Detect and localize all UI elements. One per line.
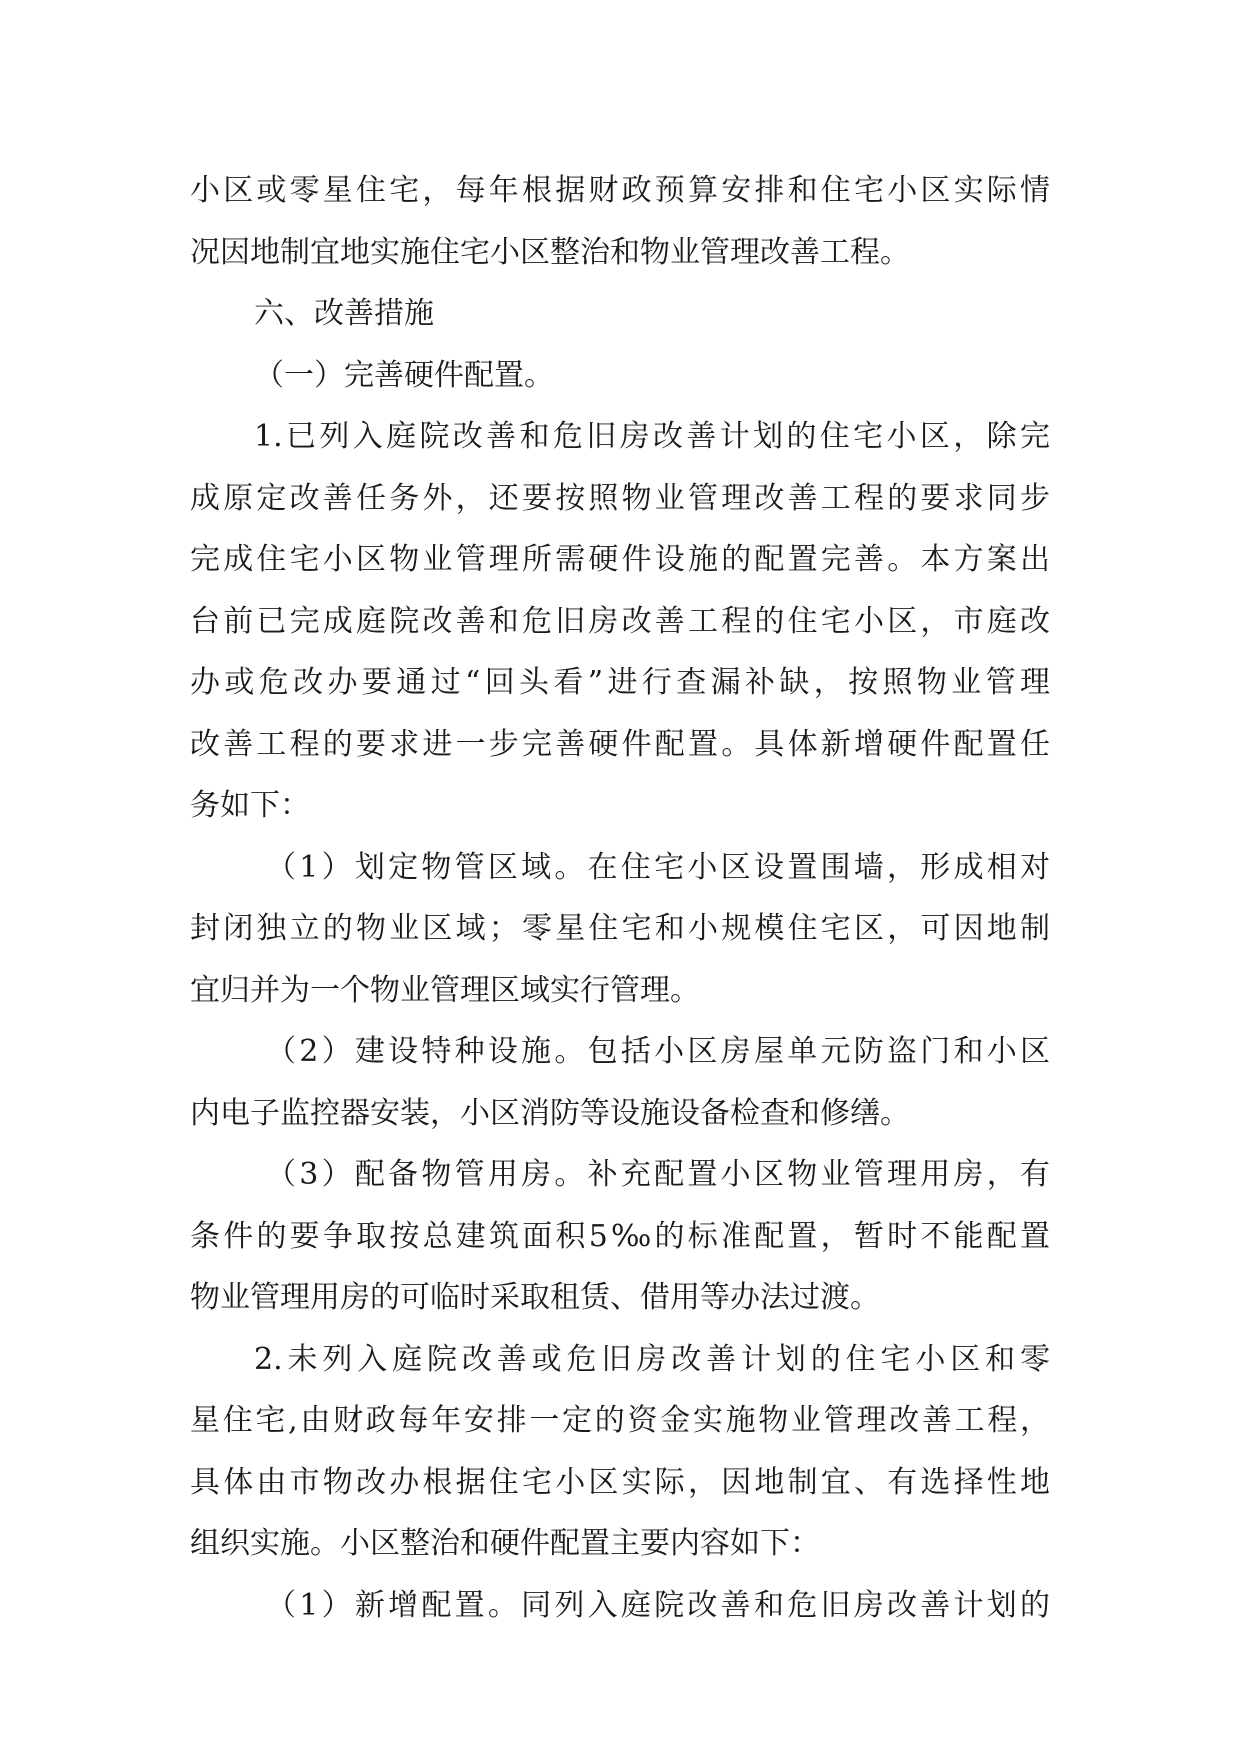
text-line: 务如下：: [190, 788, 310, 823]
text-line: 1.已列入庭院改善和危旧房改善计划的住宅小区，除完: [254, 419, 1050, 454]
text-line: 组织实施。小区整治和硬件配置主要内容如下：: [190, 1526, 820, 1561]
text-line: 封闭独立的物业区域；零星住宅和小规模住宅区，可因地制: [190, 911, 1050, 946]
text-line: 星住宅,由财政每年安排一定的资金实施物业管理改善工程，: [190, 1403, 1050, 1438]
subsection-heading: （一）完善硬件配置。: [254, 357, 554, 393]
section-heading: 六、改善措施: [254, 296, 434, 331]
text-line: 况因地制宜地实施住宅小区整治和物业管理改善工程。: [190, 234, 910, 270]
text-line: 办或危改办要通过“回头看”进行查漏补缺，按照物业管理: [190, 665, 1050, 700]
text-line: 小区或零星住宅，每年根据财政预算安排和住宅小区实际情: [190, 173, 1050, 208]
text-line: 2.未列入庭院改善或危旧房改善计划的住宅小区和零: [254, 1341, 1050, 1377]
text-line: （2）建设特种设施。包括小区房屋单元防盗门和小区: [266, 1034, 1050, 1069]
text-line: （1）新增配置。同列入庭院改善和危旧房改善计划的: [266, 1587, 1050, 1623]
text-line: 成原定改善任务外，还要按照物业管理改善工程的要求同步: [190, 480, 1050, 516]
text-line: 完成住宅小区物业管理所需硬件设施的配置完善。本方案出: [190, 542, 1050, 577]
text-line: 具体由市物改办根据住宅小区实际，因地制宜、有选择性地: [190, 1464, 1050, 1500]
text-line: （3）配备物管用房。补充配置小区物业管理用房，有: [266, 1157, 1050, 1192]
text-line: 内电子监控器安装，小区消防等设施设备检查和修缮。: [190, 1095, 910, 1131]
text-line: 物业管理用房的可临时采取租赁、借用等办法过渡。: [190, 1280, 880, 1315]
document-body: [190, 160, 1050, 1636]
text-line: （1）划定物管区域。在住宅小区设置围墙，形成相对: [266, 849, 1050, 885]
text-line: 台前已完成庭院改善和危旧房改善工程的住宅小区，市庭改: [190, 603, 1050, 639]
text-line: 改善工程的要求进一步完善硬件配置。具体新增硬件配置任: [190, 726, 1050, 762]
text-line: 条件的要争取按总建筑面积5‰的标准配置，暂时不能配置: [190, 1218, 1050, 1254]
text-line: 宜归并为一个物业管理区域实行管理。: [190, 972, 700, 1008]
